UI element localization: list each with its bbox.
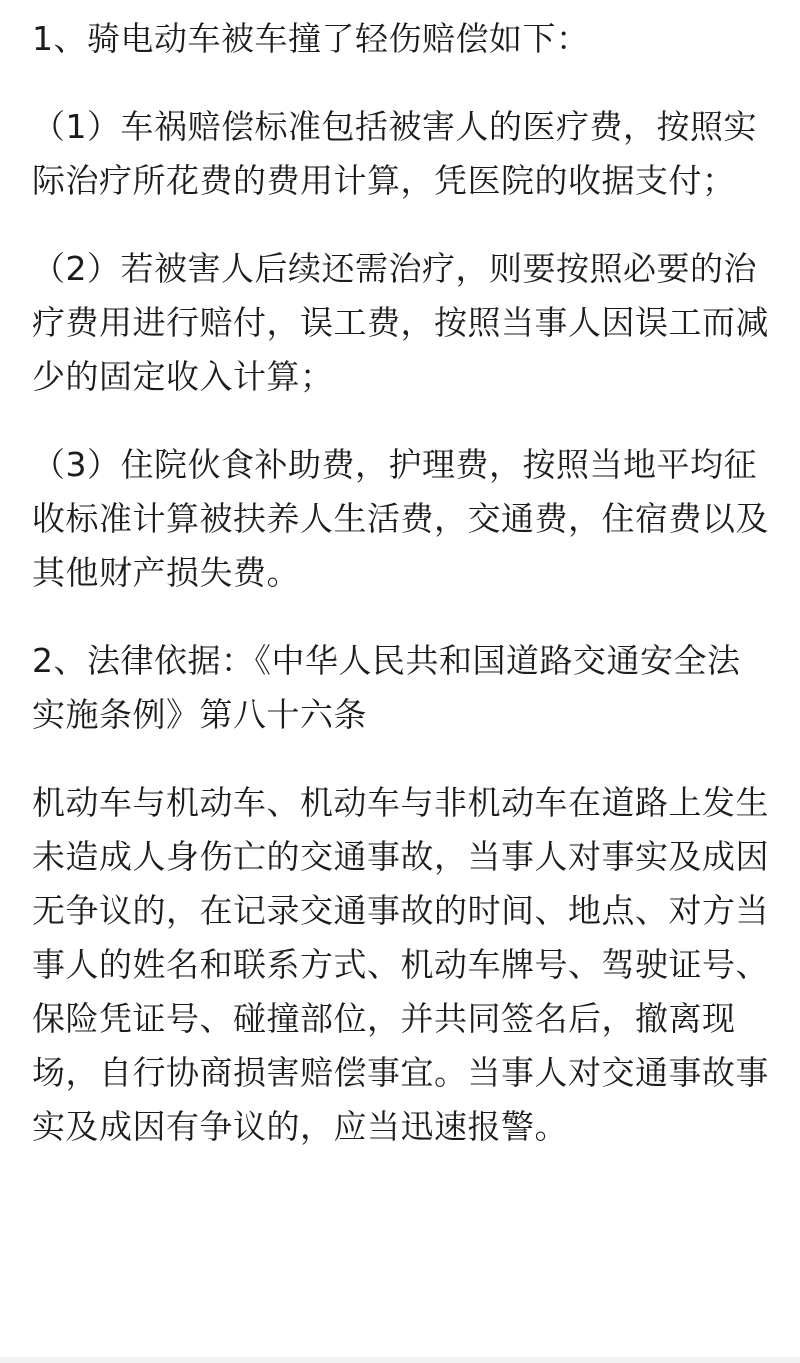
item-2-followup-treatment: （2）若被害人后续还需治疗，则要按照必要的治疗费用进行赔付，误工费，按照当事人因误工而减少的固定收入计算； (32, 249, 769, 396)
legal-article-text: 机动车与机动车、机动车与非机动车在道路上发生未造成人身伤亡的交通事故，当事人对事实及成因无争议的，在记录交通事故的时间、地点、对方当事人的姓名和联系方式、机动车牌号、驾驶证号、保险凭证号、碰撞部位，并共同签名后，撤离现场，自行协商损害赔偿事宜。当事人对交通事故事实及成因有争议的，应当迅速报警。 (32, 783, 769, 1146)
item-3-other-fees: （3）住院伙食补助费，护理费，按照当地平均征收标准计算被扶养人生活费，交通费，住宿费以及其他财产损失费。 (32, 445, 769, 592)
bottom-divider (0, 1357, 800, 1363)
compensation-heading: 1、骑电动车被车撞了轻伤赔偿如下： (32, 19, 590, 58)
legal-basis-heading: 2、法律依据：《中华人民共和国道路交通安全法实施条例》第八十六条 (32, 641, 741, 734)
item-1-medical-fees: （1）车祸赔偿标准包括被害人的医疗费，按照实际治疗所花费的费用计算，凭医院的收据支付； (32, 107, 757, 200)
article-body (32, 12, 772, 1154)
